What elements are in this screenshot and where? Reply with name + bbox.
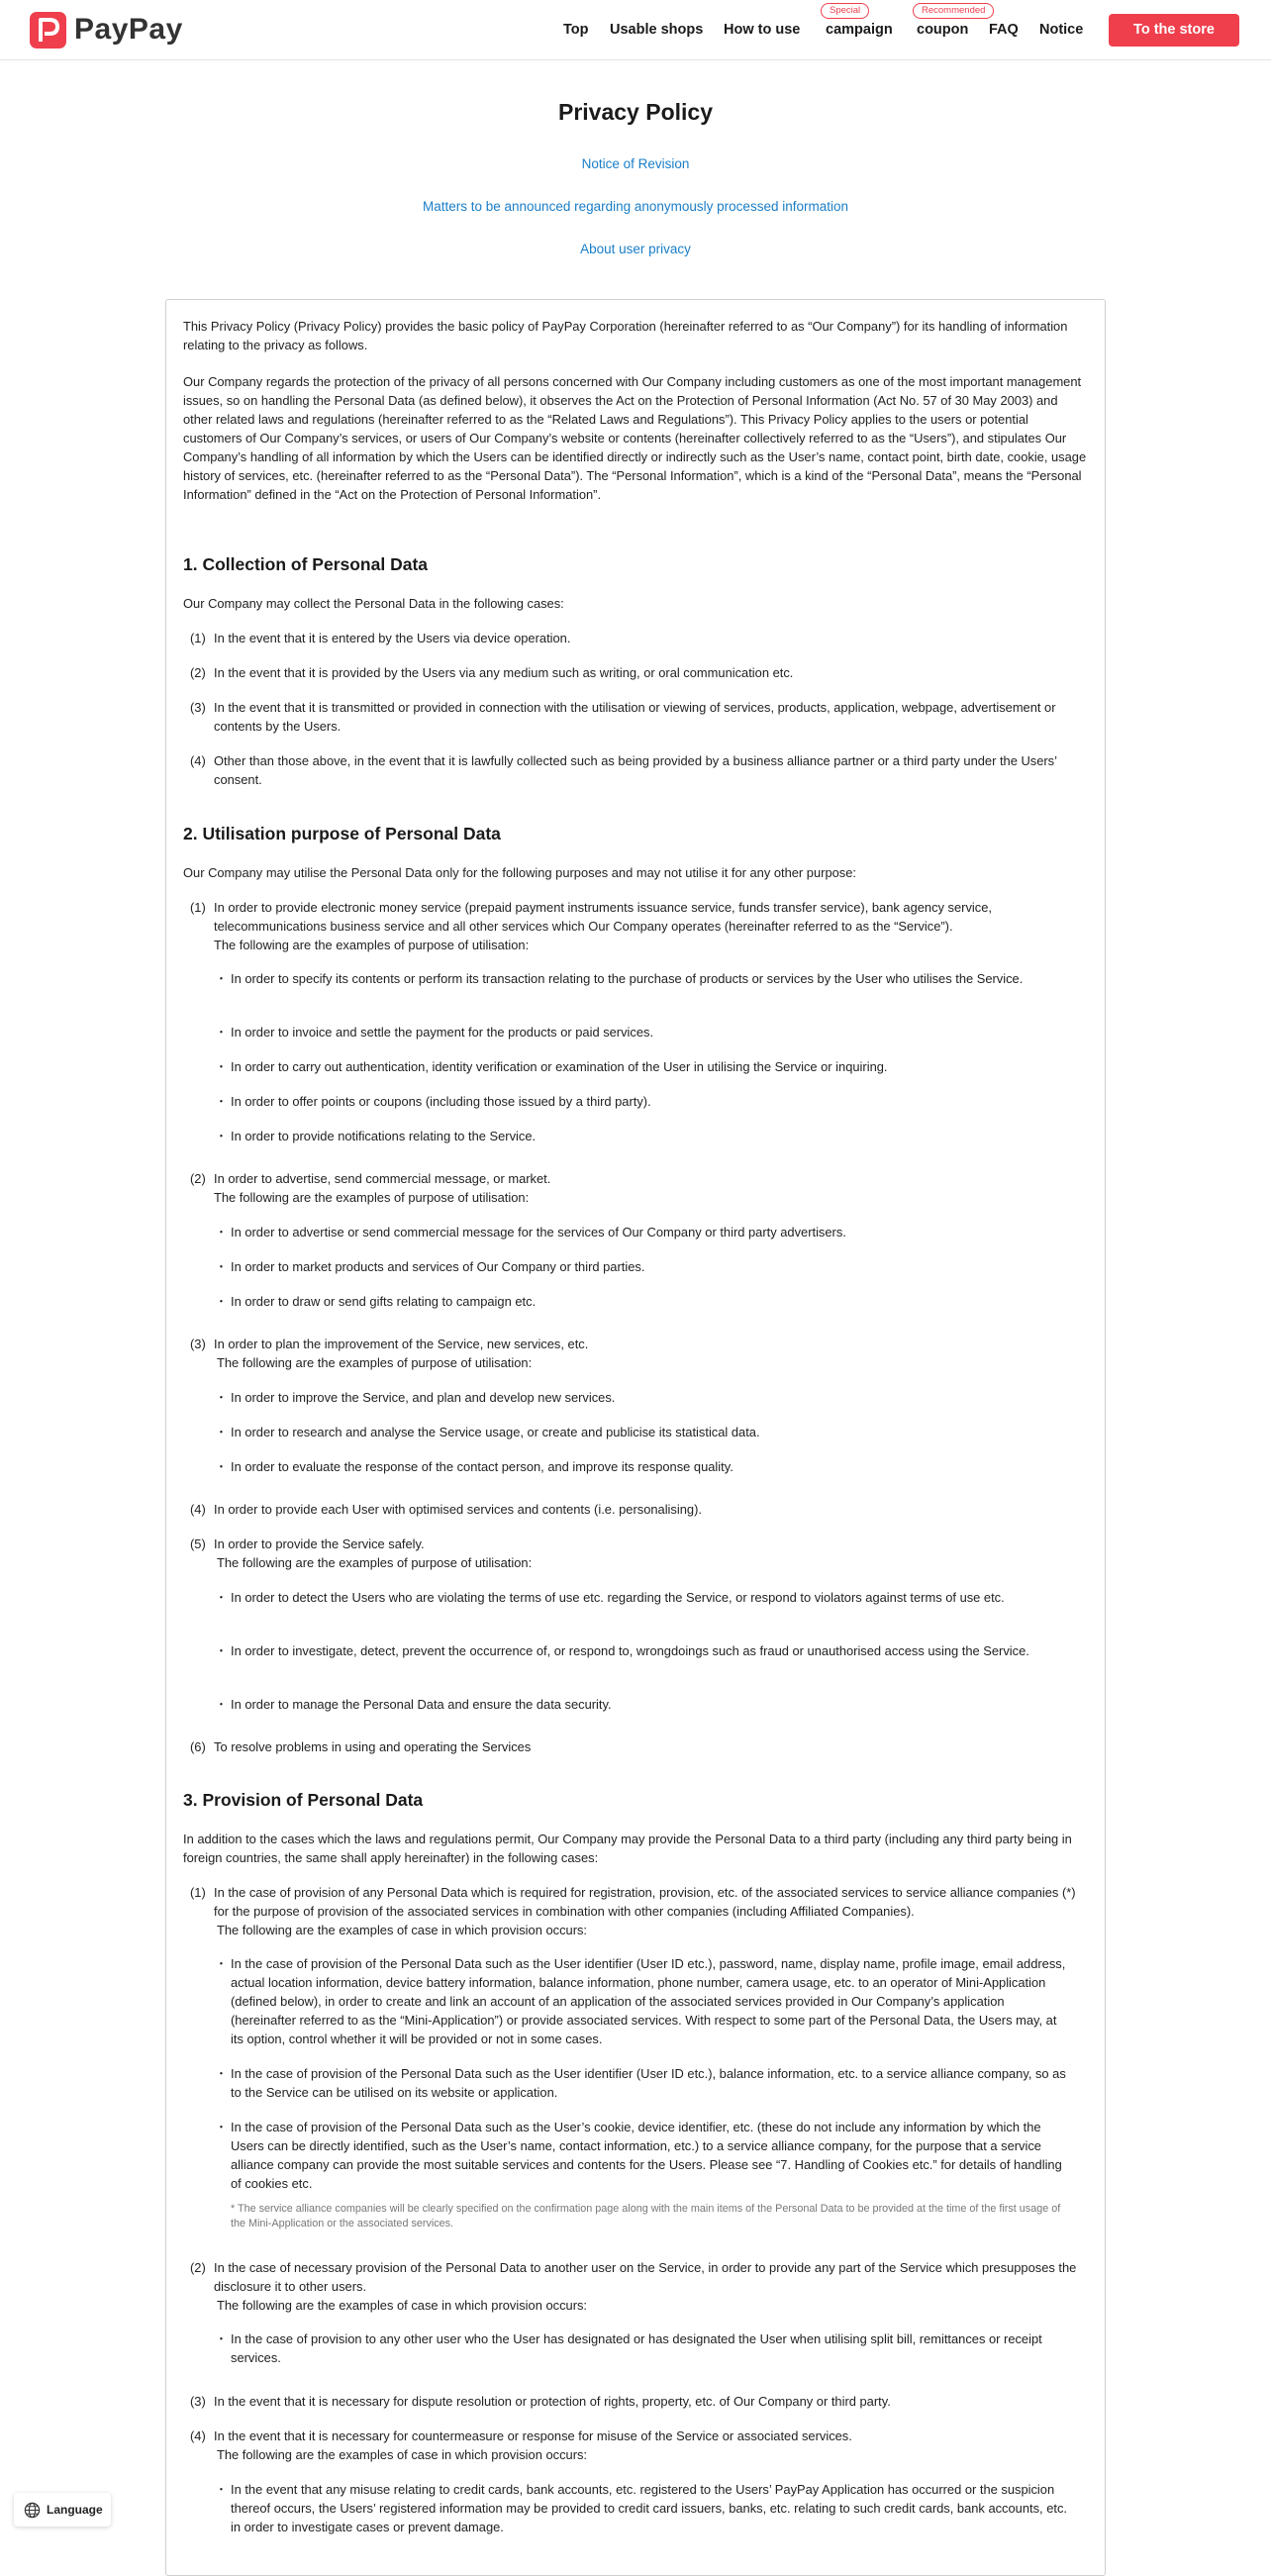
site-header: [0, 0, 1271, 60]
list-item: In order to provide each User with optimised services and contents (i.e. personalising).: [214, 1502, 702, 1517]
list-number: (2): [190, 2260, 206, 2275]
policy-content: [165, 299, 1106, 2576]
service-alliance-note: * The service alliance companies will be clearly specified on the confirmation page along with the main items of the Personal Data to be provided at the time of the first usage of the Mini-Application or the associated services.: [231, 2203, 1061, 2229]
paypay-logo[interactable]: [30, 12, 183, 48]
bullet-item: ・ In order to evaluate the response of the contact person, and improve its response quality.: [231, 1457, 1072, 1476]
bullet-item: ・ In the case of provision of the Personal Data such as the User’s cookie, device identifier, etc. (these do not include any information by which the Users can be directly identified, such as the User’s name, contact information, etc.) to a service alliance company, for the purpose that a service alliance company can provide the most suitable services and contents for the Users. Please see “7. Handling of Cookies etc.” for details of handling of cookies etc.: [231, 2118, 1072, 2193]
nav-usable-shops[interactable]: Usable shops: [610, 22, 704, 38]
list-number: (6): [190, 1739, 206, 1754]
paypay-logo-icon: [30, 12, 66, 49]
language-button[interactable]: [14, 2493, 111, 2526]
examples-label: The following are the examples of purpose of utilisation:: [214, 1190, 530, 1205]
examples-label: The following are the examples of purpose of utilisation:: [217, 1355, 533, 1370]
globe-icon: [24, 2502, 41, 2519]
list-item: In the event that it is necessary for countermeasure or response for misuse of the Service or associated services.: [214, 2428, 852, 2443]
bullet-item: ・ In the event that any misuse relating to credit cards, bank accounts, etc. registered to the Users’ PayPay Application has occurred or the suspicion thereof occurs, the Users’ registered information may be provided to credit card issuers, banks, etc. relating to such credit cards, bank accounts, etc. in order to investigate cases or prevent damage.: [231, 2480, 1072, 2536]
section-3-heading: 3. Provision of Personal Data: [183, 1790, 424, 1810]
section-3-lead: In addition to the cases which the laws and regulations permit, Our Company may provide the Personal Data to a third party (including any third party being in foreign countries, the same shall apply hereinafter) in the following cases:: [183, 1832, 1072, 1865]
list-item: In the event that it is entered by the Users via device operation.: [214, 631, 571, 645]
bullet-item: ・ In order to advertise or send commercial message for the services of Our Company or third party advertisers.: [231, 1223, 1072, 1241]
examples-label: The following are the examples of case in which provision occurs:: [217, 2447, 588, 2462]
section-1-heading: 1. Collection of Personal Data: [183, 554, 428, 574]
bullet-item: ・ In the case of provision of the Personal Data such as the User identifier (User ID etc.), balance information, etc. to a service alliance company, so as to the Service can be utilised on its website or application.: [231, 2064, 1072, 2102]
nav-notice[interactable]: Notice: [1039, 22, 1084, 38]
bullet-item: ・ In order to invoice and settle the payment for the products or paid services.: [231, 1023, 1072, 1041]
examples-label: The following are the examples of case in which provision occurs:: [217, 1923, 588, 1937]
intro-paragraph-2: Our Company regards the protection of the privacy of all persons concerned with Our Company including customers as one of the most important management issues, so on handling the Personal Data (as defined below), it observes the Act on the Protection of Personal Information (Act No. 57 of 30 May 2003) and other related laws and regulations (hereinafter referred to as the “Related Laws and Regulations”). This Privacy Policy applies to the users or potential customers of Our Company’s services, or users of Our Company’s website or contents (hereinafter collectively referred to as the “Users”), and stipulates Our Company’s handling of all information by which the Users can be identified directly or indirectly such as the User’s name, contact point, birth date, cookie, usage history of services, etc. (hereinafter referred to as the “Personal Data”). The “Personal Information”, which is a kind of the “Personal Data”, means the “Personal Information” defined in the “Act on the Protection of Personal Information”.: [183, 374, 1087, 502]
list-number: (2): [190, 665, 206, 680]
list-number: (1): [190, 1885, 206, 1900]
bullet-item: ・ In order to research and analyse the Service usage, or create and publicise its statistical data.: [231, 1423, 1072, 1441]
nav-top[interactable]: Top: [563, 22, 589, 38]
notice-of-revision-link[interactable]: Notice of Revision: [581, 156, 690, 171]
examples-label: The following are the examples of purpose of utilisation:: [217, 1555, 533, 1570]
section-2-heading: 2. Utilisation purpose of Personal Data: [183, 824, 501, 843]
about-user-privacy-link[interactable]: About user privacy: [580, 242, 691, 256]
list-item: Other than those above, in the event that it is lawfully collected such as being provided by a business alliance partner or a third party under the Users’ consent.: [214, 753, 1057, 787]
bullet-item: ・ In order to carry out authentication, identity verification or examination of the User in utilising the Service or inquiring.: [231, 1057, 1072, 1076]
nav-how-to-use[interactable]: How to use: [724, 22, 801, 38]
bullet-item: ・ In the case of provision of the Personal Data such as the User identifier (User ID etc.), password, name, display name, profile image, email address, actual location information, device battery information, balance information, phone number, camera usage, etc. to an operator of Mini-Application (defined below), in order to create and link an account of an application of the associated services provided in Our Company’s application (hereinafter referred to as the “Mini-Application”) or provide associated services. With respect to some part of the Personal Data, the Users may, at its option, control whether it will be provided or not in some cases.: [231, 1954, 1072, 2048]
page-title: Privacy Policy: [558, 99, 713, 125]
bullet-item: ・ In the case of provision to any other user who the User has designated or has designated the User when utilising split bill, remittances or receipt services.: [231, 2329, 1072, 2367]
bullet-item: ・ In order to draw or send gifts relating to campaign etc.: [231, 1292, 1072, 1311]
list-number: (4): [190, 1502, 206, 1517]
language-label: Language: [47, 2503, 103, 2517]
examples-label: The following are the examples of case in which provision occurs:: [217, 2298, 588, 2313]
list-item: In the event that it is necessary for dispute resolution or protection of rights, property, etc. of Our Company or third party.: [214, 2394, 891, 2409]
list-number: (3): [190, 700, 206, 715]
list-number: (4): [190, 753, 206, 768]
nav-faq[interactable]: FAQ: [989, 22, 1019, 38]
list-number: (3): [190, 2394, 206, 2409]
campaign-badge: Special: [821, 3, 869, 19]
list-item: In the case of necessary provision of the Personal Data to another user on the Service, in order to provide any part of the Service which presupposes the disclosure it to other users.: [214, 2260, 1077, 2294]
bullet-item: ・ In order to manage the Personal Data and ensure the data security.: [231, 1695, 1072, 1714]
list-number: (4): [190, 2428, 206, 2443]
to-the-store-button[interactable]: To the store: [1109, 14, 1239, 47]
list-number: (5): [190, 1536, 206, 1551]
intro-paragraph-1: This Privacy Policy (Privacy Policy) provides the basic policy of PayPay Corporation (hereinafter referred to as “Our Company”) for its handling of information relating to the privacy as follows.: [183, 319, 1068, 352]
coupon-badge: Recommended: [913, 3, 994, 19]
list-item: In order to advertise, send commercial message, or market.: [214, 1171, 551, 1186]
bullet-item: ・ In order to provide notifications relating to the Service.: [231, 1127, 1072, 1145]
list-item: In the event that it is provided by the Users via any medium such as writing, or oral communication etc.: [214, 665, 794, 680]
list-number: (3): [190, 1337, 206, 1351]
bullet-item: ・ In order to offer points or coupons (including those issued by a third party).: [231, 1092, 1072, 1111]
bullet-item: ・ In order to detect the Users who are violating the terms of use etc. regarding the Service, or respond to violators against terms of use etc.: [231, 1588, 1072, 1607]
list-item: In order to provide electronic money service (prepaid payment instruments issuance service, funds transfer service), bank agency service, telecommunications business service and all other services which Our Company operates (hereinafter referred to as the “Service”).: [214, 900, 992, 934]
brand-name: PayPay: [74, 13, 183, 46]
list-number: (1): [190, 631, 206, 645]
section-1-lead: Our Company may collect the Personal Data in the following cases:: [183, 596, 564, 611]
nav-campaign[interactable]: campaign: [826, 22, 893, 38]
list-item: In the event that it is transmitted or provided in connection with the utilisation or viewing of services, products, application, webpage, advertisement or contents by the Users.: [214, 700, 1056, 734]
bullet-item: ・ In order to improve the Service, and plan and develop new services.: [231, 1388, 1072, 1407]
bullet-item: ・ In order to investigate, detect, prevent the occurrence of, or respond to, wrongdoings such as fraud or unauthorised access using the Service.: [231, 1641, 1072, 1660]
list-item: To resolve problems in using and operating the Services: [214, 1739, 532, 1754]
list-number: (1): [190, 900, 206, 915]
bullet-item: ・ In order to market products and services of Our Company or third parties.: [231, 1257, 1072, 1276]
list-item: In order to plan the improvement of the Service, new services, etc.: [214, 1337, 589, 1351]
list-number: (2): [190, 1171, 206, 1186]
list-item: In the case of provision of any Personal Data which is required for registration, provision, etc. of the associated services to service alliance companies (*) for the purpose of provision of the associated services in combination with other companies (including Affiliated Companies).: [214, 1885, 1076, 1919]
list-item: In order to provide the Service safely.: [214, 1536, 425, 1551]
section-2-lead: Our Company may utilise the Personal Data only for the following purposes and may not utilise it for any other purpose:: [183, 865, 856, 880]
anonymously-processed-info-link[interactable]: Matters to be announced regarding anonymously processed information: [422, 199, 848, 214]
bullet-item: ・ In order to specify its contents or perform its transaction relating to the purchase of products or services by the User who utilises the Service.: [231, 969, 1072, 988]
examples-label: The following are the examples of purpose of utilisation:: [214, 938, 530, 952]
nav-coupon[interactable]: coupon: [917, 22, 969, 38]
